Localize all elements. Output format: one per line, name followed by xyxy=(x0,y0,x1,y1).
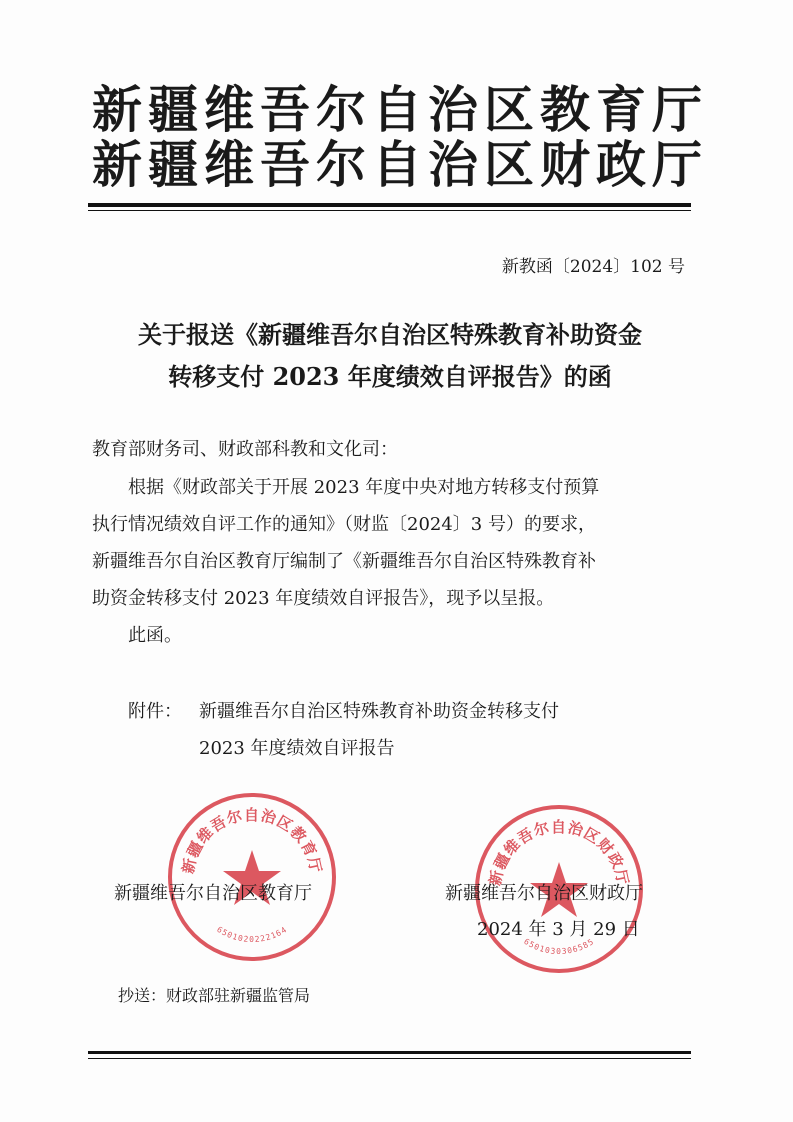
svg-text:新疆维吾尔自治区教育厅: 新疆维吾尔自治区教育厅 xyxy=(178,805,326,876)
svg-text:6501030306585: 6501030306585 xyxy=(522,936,596,957)
footer-rule-thin xyxy=(88,1058,691,1059)
document-title-line2: 转移支付 2023 年度绩效自评报告》的函 xyxy=(168,362,612,391)
seal-education-department xyxy=(163,788,341,966)
issuer-header-education: 新疆维吾尔自治区教育厅 xyxy=(92,80,708,139)
body-line-3: 新疆维吾尔自治区教育厅编制了《新疆维吾尔自治区特殊教育补 xyxy=(92,551,596,572)
attachment-title-line2: 2023 年度绩效自评报告 xyxy=(199,738,395,759)
body-line-4: 助资金转移支付 2023 年度绩效自评报告》，现予以呈报。 xyxy=(92,588,555,609)
attachment-title-line1: 新疆维吾尔自治区特殊教育补助资金转移支付 xyxy=(199,701,559,722)
attachment-label: 附件： xyxy=(128,701,182,722)
body-line-2: 执行情况绩效自评工作的通知》（财监〔2024〕3 号）的要求， xyxy=(92,514,596,535)
carbon-copy: 抄送：财政部驻新疆监管局 xyxy=(118,986,311,1005)
svg-text:6501020222164: 6501020222164 xyxy=(215,924,289,945)
closing-text: 此函。 xyxy=(128,625,182,646)
issuer-header-finance: 新疆维吾尔自治区财政厅 xyxy=(92,135,708,194)
addressee: 教育部财务司、财政部科教和文化司： xyxy=(92,439,398,460)
signature-education-department: 新疆维吾尔自治区教育厅 xyxy=(114,883,312,904)
header-rule-thick xyxy=(88,203,691,207)
header-rule-thin xyxy=(88,210,691,211)
body-line-1: 根据《财政部关于开展 2023 年度中央对地方转移支付预算 xyxy=(128,477,600,498)
document-title-line1: 关于报送《新疆维吾尔自治区特殊教育补助资金 xyxy=(138,320,642,349)
footer-rule-thick xyxy=(88,1051,691,1054)
svg-text:新疆维吾尔自治区财政厅: 新疆维吾尔自治区财政厅 xyxy=(485,817,633,888)
signature-finance-department: 新疆维吾尔自治区财政厅 xyxy=(445,883,643,904)
signature-date: 2024 年 3 月 29 日 xyxy=(477,919,640,940)
document-number: 新教函〔2024〕102 号 xyxy=(501,257,685,277)
